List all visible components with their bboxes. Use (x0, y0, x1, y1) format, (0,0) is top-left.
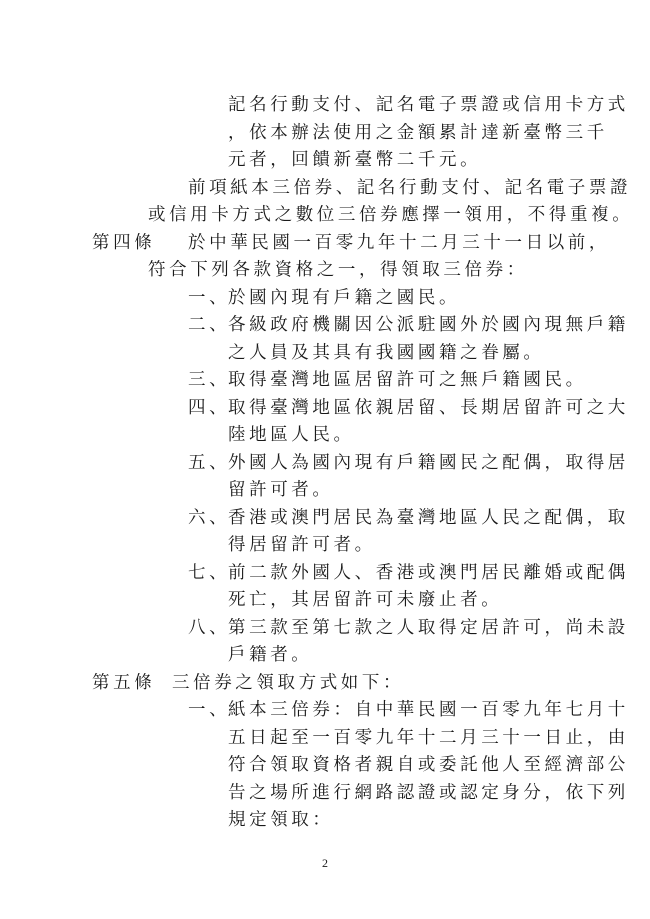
item-number: 七、 (188, 563, 231, 583)
item-line: 各級政府機關因公派駐國外於國內現無戶籍 (228, 315, 629, 335)
article-4-label: 第四條 (92, 233, 156, 253)
item-number: 五、 (188, 453, 231, 473)
continuation-line: 元者，回饋新臺幣二千元。 (228, 150, 482, 170)
article-5-label: 第五條 (92, 673, 156, 693)
item-line: 死亡，其居留許可未廢止者。 (228, 590, 503, 610)
item-line: 第三款至第七款之人取得定居許可，尚未設 (228, 618, 629, 638)
item-line: 紙本三倍券：自中華民國一百零九年七月十 (228, 700, 629, 720)
item-line: 取得臺灣地區居留許可之無戶籍國民。 (228, 370, 587, 390)
item-line: 戶籍者。 (228, 645, 313, 665)
article-4-line: 於中華民國一百零九年十二月三十一日以前， (188, 233, 610, 253)
item-line: 於國內現有戶籍之國民。 (228, 288, 461, 308)
item-line: 規定領取： (228, 810, 334, 830)
paragraph-line: 或信用卡方式之數位三倍券應擇一領用，不得重複。 (148, 205, 634, 225)
continuation-line: ，依本辦法使用之金額累計達新臺幣三千 (228, 123, 608, 143)
page-number: 2 (322, 856, 328, 870)
paragraph-line: 前項紙本三倍券、記名行動支付、記名電子票證 (188, 178, 632, 198)
item-line: 陸地區人民。 (228, 425, 355, 445)
article-5-line: 三倍券之領取方式如下： (172, 673, 405, 693)
item-line: 得居留許可者。 (228, 535, 376, 555)
article-4-line: 符合下列各款資格之一，得領取三倍券： (148, 260, 528, 280)
item-line: 外國人為國內現有戶籍國民之配偶，取得居 (228, 453, 629, 473)
item-line: 香港或澳門居民為臺灣地區人民之配偶，取 (228, 508, 629, 528)
item-line: 之人員及其具有我國國籍之眷屬。 (228, 343, 545, 363)
item-number: 二、 (188, 315, 231, 335)
continuation-line: 記名行動支付、記名電子票證或信用卡方式 (228, 95, 629, 115)
item-number: 一、 (188, 700, 231, 720)
item-number: 三、 (188, 370, 231, 390)
item-line: 五日起至一百零九年十二月三十一日止，由 (228, 728, 629, 748)
item-line: 符合領取資格者親自或委託他人至經濟部公 (228, 755, 629, 775)
item-line: 告之場所進行網路認證或認定身分，依下列 (228, 783, 629, 803)
item-number: 八、 (188, 618, 231, 638)
item-line: 取得臺灣地區依親居留、長期居留許可之大 (228, 398, 629, 418)
item-number: 一、 (188, 288, 231, 308)
item-line: 前二款外國人、香港或澳門居民離婚或配偶 (228, 563, 629, 583)
item-line: 留許可者。 (228, 480, 334, 500)
item-number: 四、 (188, 398, 231, 418)
item-number: 六、 (188, 508, 231, 528)
